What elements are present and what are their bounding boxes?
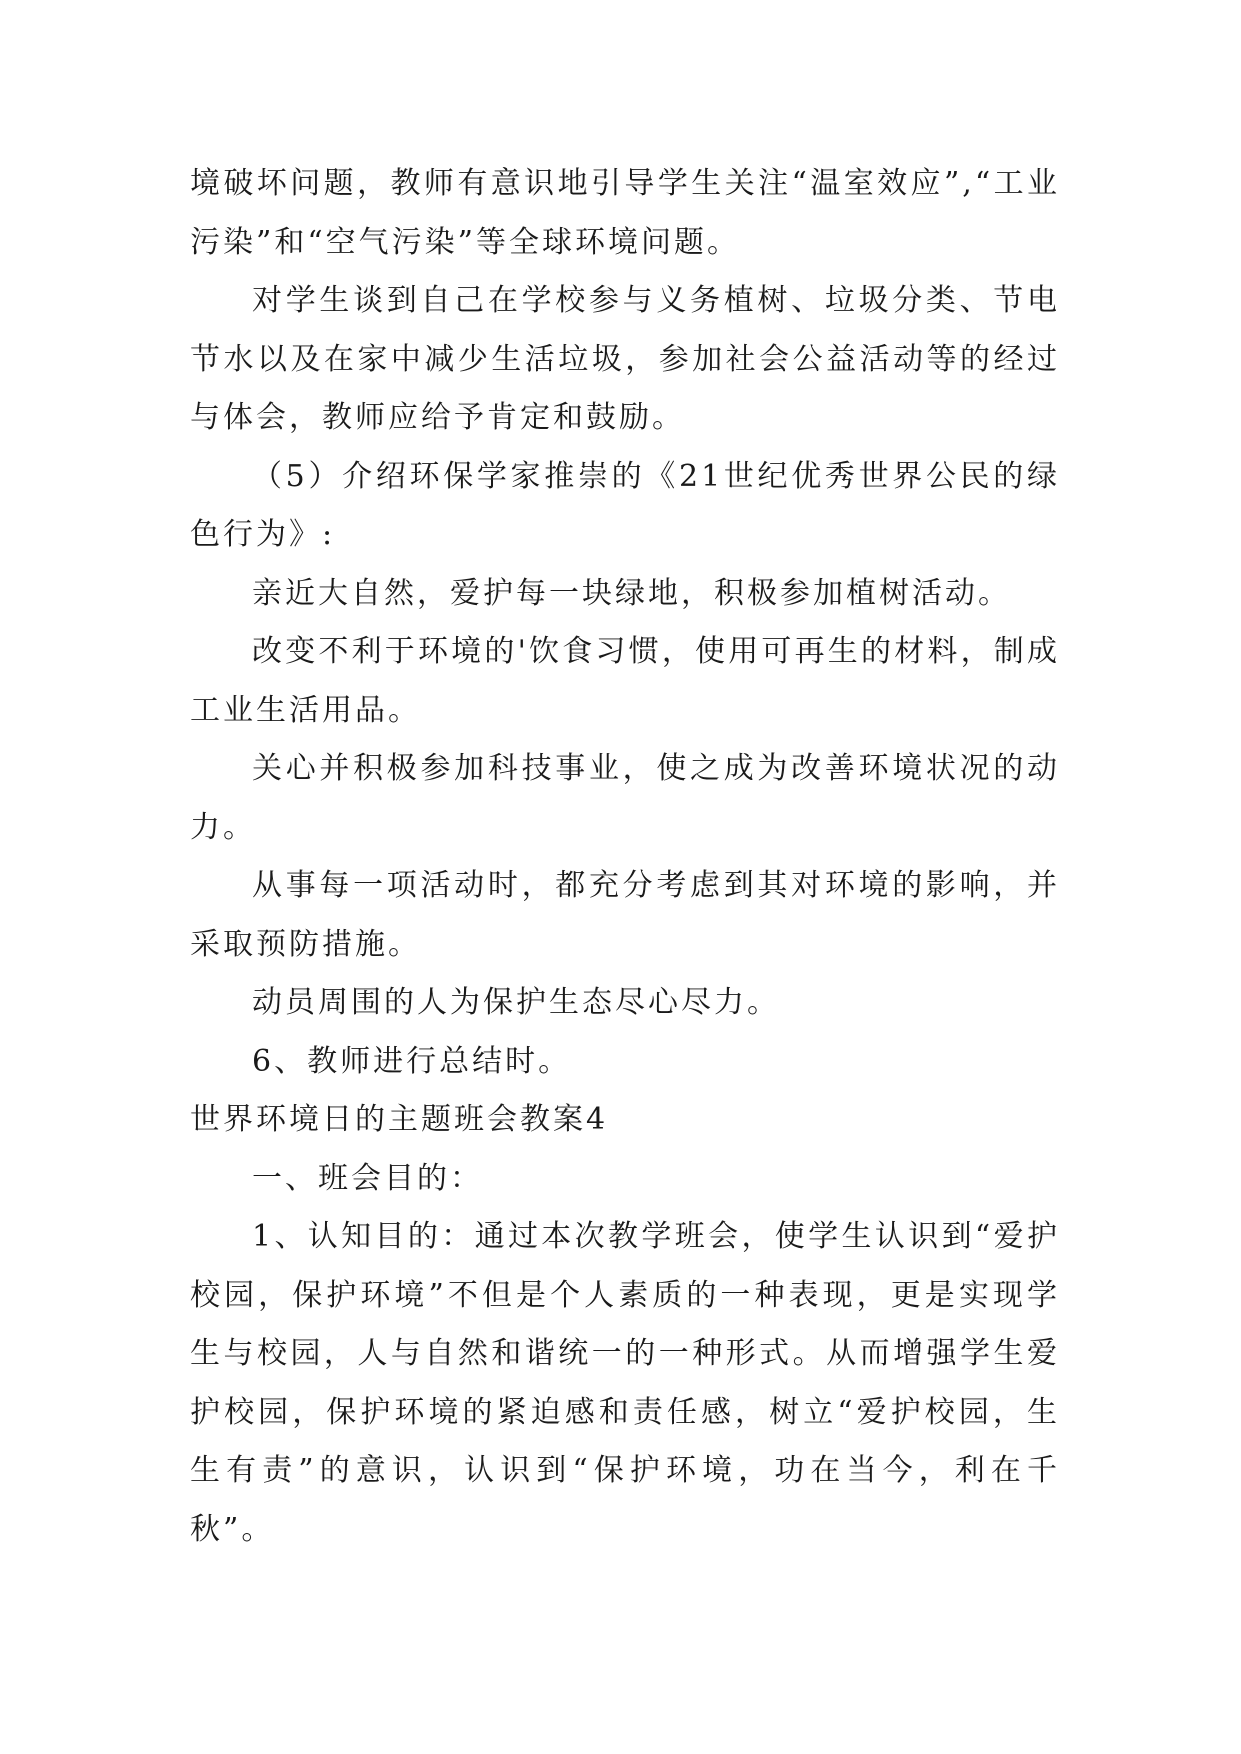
paragraph-behavior-nature: 亲近大自然，爱护每一块绿地，积极参加植树活动。	[252, 575, 1011, 611]
paragraph-teacher-summary: 6、教师进行总结时。	[252, 1043, 572, 1079]
paragraph-environment-issues: 境破坏问题，教师有意识地引导学生关注“温室效应”,“工业污染”和“空气污染”等全球环境问题。	[190, 166, 1060, 260]
paragraph-behavior-habits: 改变不利于环境的'饮食习惯，使用可再生的材料，制成工业生活用品。	[190, 634, 1060, 728]
paragraph-behavior-mobilize: 动员周围的人为保护生态尽心尽力。	[252, 985, 780, 1020]
paragraph-behavior-science: 关心并积极参加科技事业，使之成为改善环境状况的动力。	[190, 751, 1060, 845]
paragraph-cognitive-goal: 1、认知目的：通过本次教学班会，使学生认识到“爱护校园，保护环境”不但是个人素质的一种表现，更是实现学生与校园，人与自然和谐统一的一种形式。从而增强学生爱护校园，保护环境的紧迫感和责任感，树立“爱护校园，生生有责”的意识，认识到“保护环境，功在当今，利在千秋”。	[190, 1219, 1060, 1547]
paragraph-behavior-prevention: 从事每一项活动时，都充分考虑到其对环境的影响，并采取预防措施。	[190, 868, 1060, 962]
paragraph-student-activities: 对学生谈到自己在学校参与义务植树、垃圾分类、节电节水以及在家中减少生活垃圾，参加社会公益活动等的经过与体会，教师应给予肯定和鼓励。	[190, 283, 1060, 435]
document-body	[190, 155, 1060, 1559]
section-title: 世界环境日的主题班会教案4	[190, 1102, 609, 1137]
paragraph-green-behaviors-intro: （5）介绍环保学家推崇的《21世纪优秀世界公民的绿色行为》:	[190, 458, 1060, 552]
paragraph-class-goal-heading: 一、班会目的：	[252, 1160, 483, 1196]
